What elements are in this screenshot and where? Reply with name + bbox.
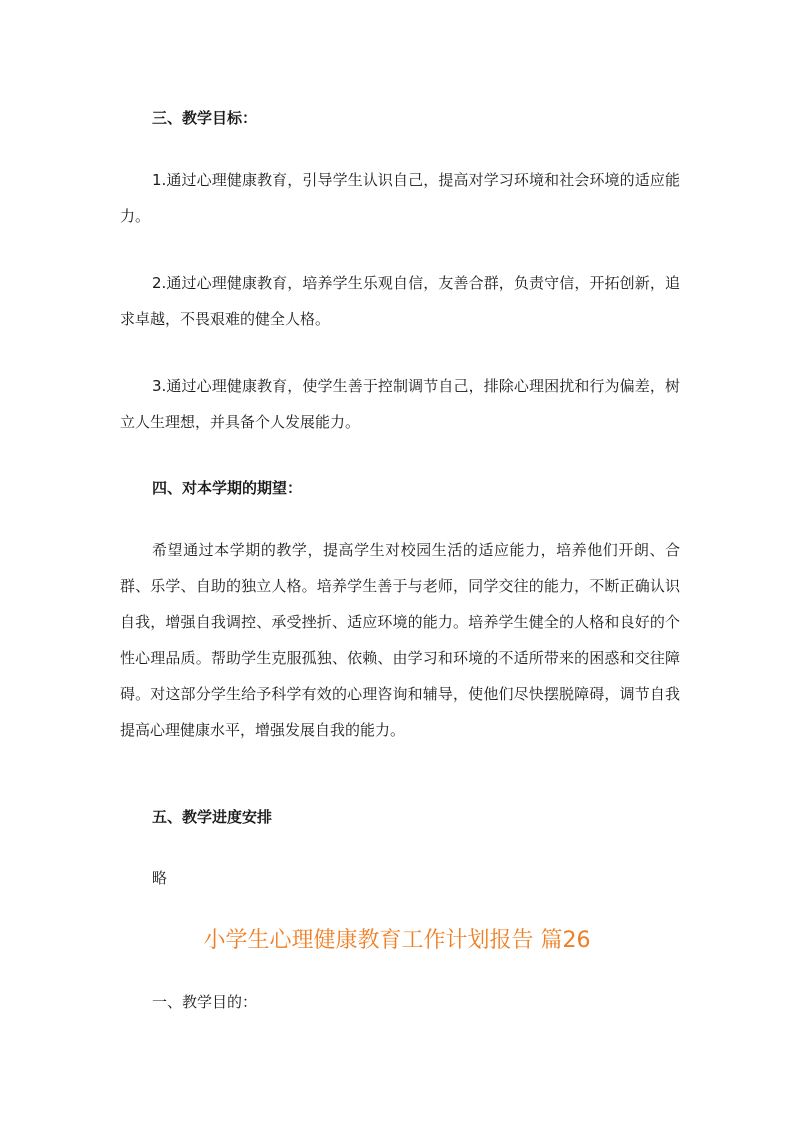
section-3-heading: 三、教学目标： [152,109,258,127]
section-3-item-2: 2.通过心理健康教育，培养学生乐观自信，友善合群，负责守信，开拓创新，追求卓越，不畏艰难的健全人格。 [120,274,680,328]
article-section-1-heading: 一、教学目的： [152,993,258,1011]
section-5-content: 略 [152,869,168,887]
section-3-item-3: 3.通过心理健康教育，使学生善于控制调节自己，排除心理困扰和行为偏差，树立人生理想，并具备个人发展能力。 [120,377,680,431]
section-5-heading: 五、教学进度安排 [152,808,273,826]
section-3-item-1: 1.通过心理健康教育，引导学生认识自己，提高对学习环境和社会环境的适应能力。 [120,171,680,225]
section-4-paragraph: 希望通过本学期的教学，提高学生对校园生活的适应能力，培养他们开朗、合群、乐学、自助的独立人格。培养学生善于与老师，同学交往的能力，不断正确认识自我，增强自我调控、承受挫折、适应环境的能力。培养学生健全的人格和良好的个性心理品质。帮助学生克服孤独、依赖、由学习和环境的不适所带来的困惑和交往障碍。对这部分学生给予科学有效的心理咨询和辅导，使他们尽快摆脱障碍，调节自我提高心理健康水平，增强发展自我的能力。 [120,541,680,739]
section-4-heading: 四、对本学期的期望： [152,479,303,497]
article-title: 小学生心理健康教育工作计划报告 篇26 [203,928,591,953]
